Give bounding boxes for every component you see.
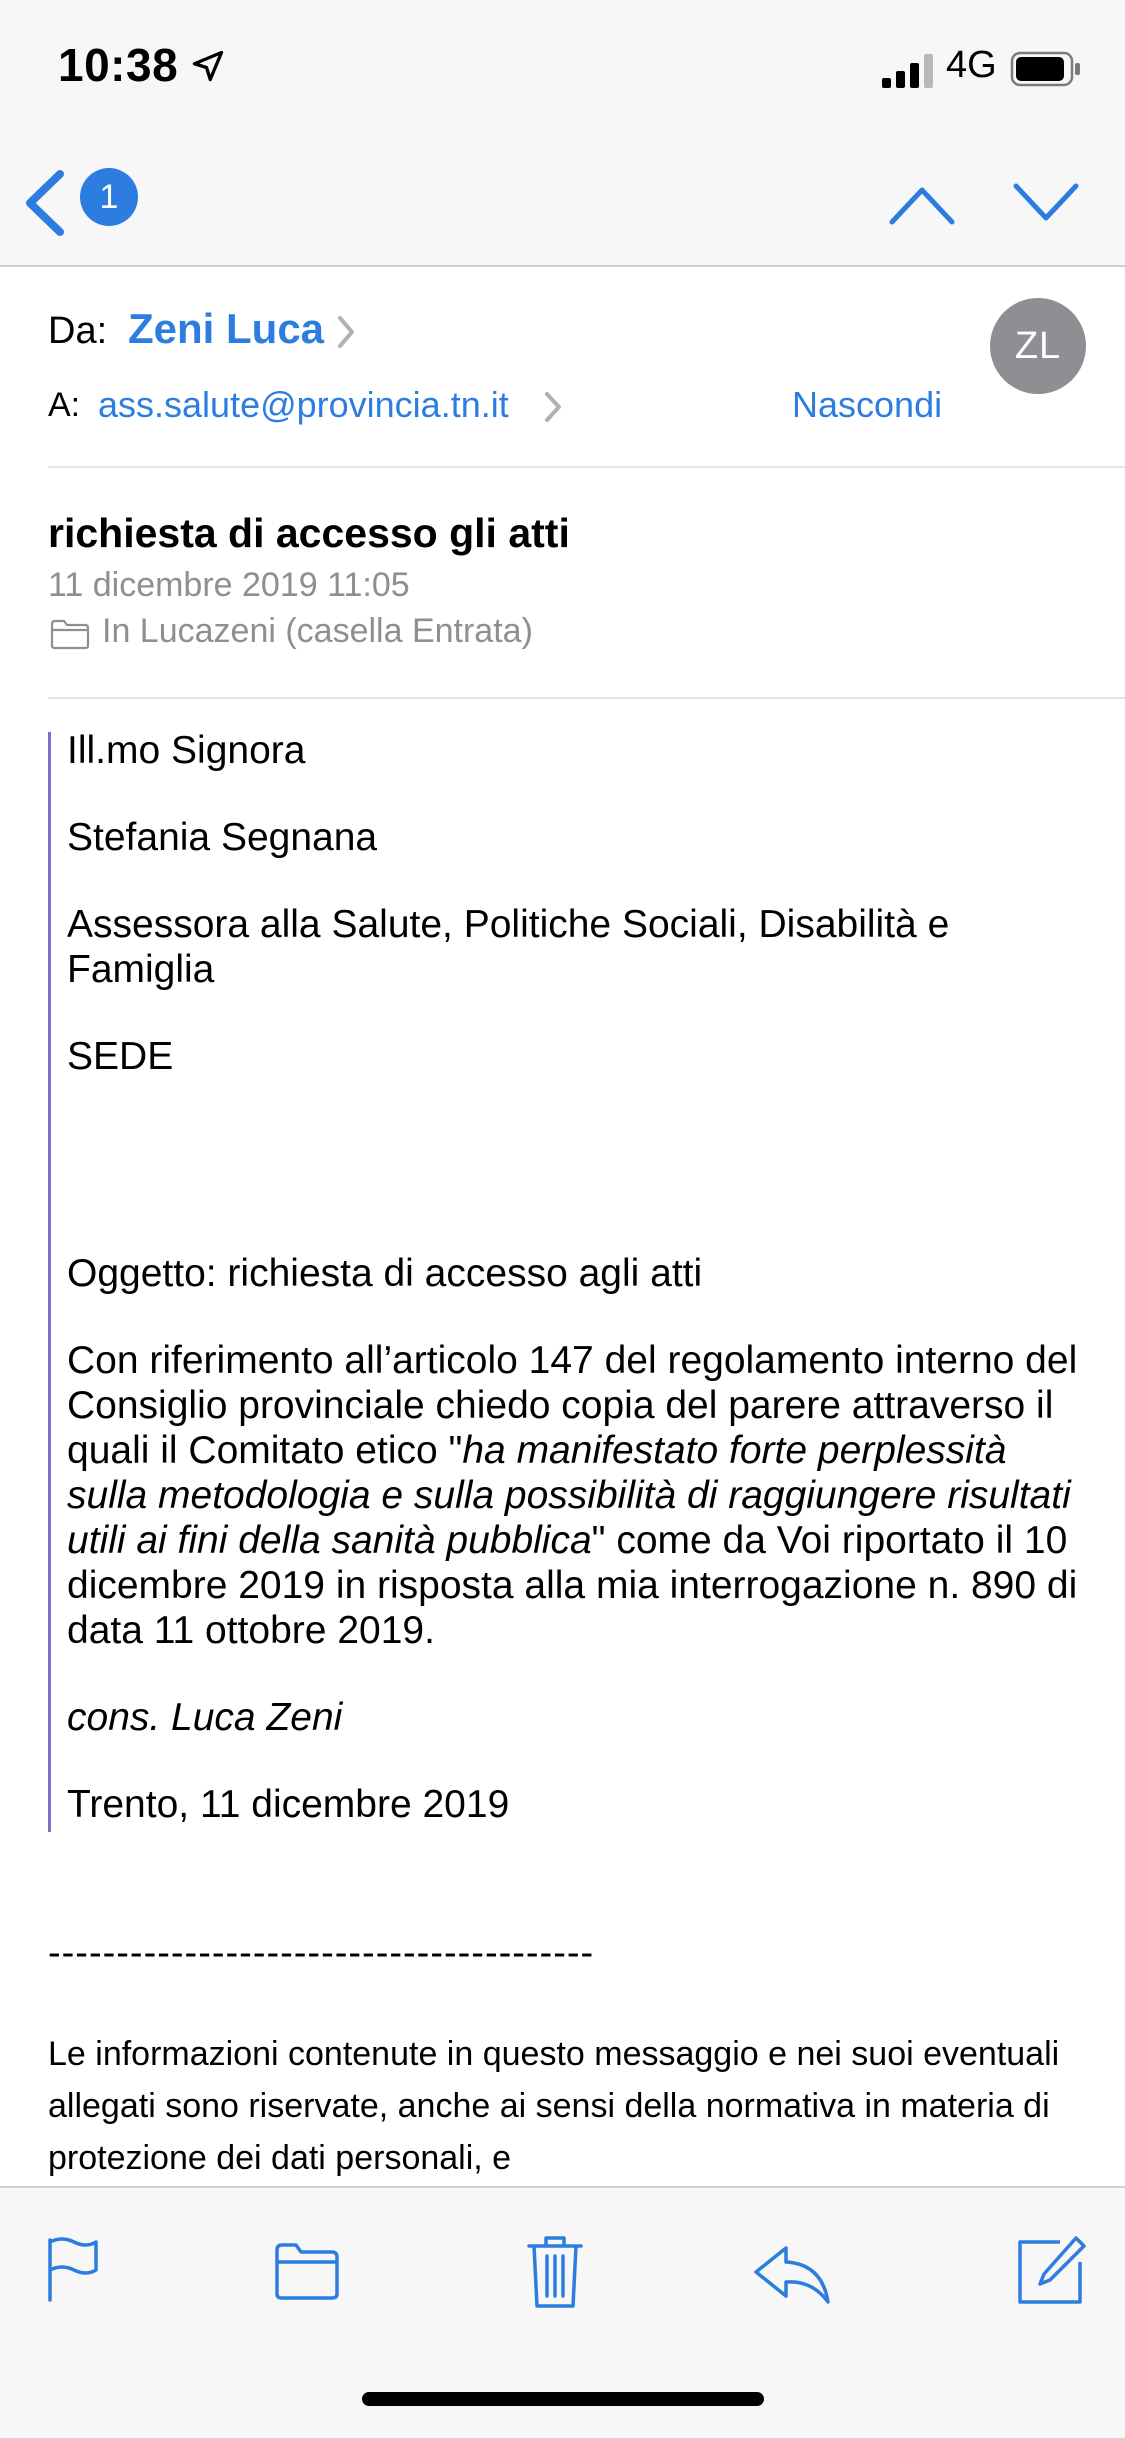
place-date: Trento, 11 dicembre 2019	[67, 1783, 510, 1826]
sender-name-link[interactable]: Zeni Luca	[128, 305, 325, 352]
signature: cons. Luca Zeni	[67, 1696, 343, 1739]
disclaimer-text: Le informazioni contenute in questo messaggio e nei suoi eventuali allegati sono riservate, anche ai sensi della normativa in materia di protezione dei dati personali, e	[48, 2035, 1060, 2177]
chevron-left-icon[interactable]	[20, 168, 70, 238]
status-bar	[0, 0, 1125, 140]
hide-details-button[interactable]: Nascondi	[792, 384, 943, 425]
compose-icon[interactable]	[1016, 2234, 1088, 2306]
message-subject: richiesta di accesso gli atti	[48, 510, 570, 556]
chevron-right-icon	[336, 314, 356, 350]
salutation: Ill.mo Signora	[67, 729, 306, 772]
chevron-up-icon[interactable]	[888, 178, 956, 228]
navigation-bar	[0, 140, 1125, 267]
location-line: SEDE	[67, 1035, 174, 1078]
message-body	[67, 728, 1087, 1869]
message-date: 11 dicembre 2019 11:05	[48, 566, 410, 604]
divider	[48, 466, 1125, 468]
signal-icon	[880, 52, 936, 88]
flag-icon[interactable]	[44, 2234, 102, 2304]
network-label: 4G	[946, 44, 997, 86]
battery-icon	[1010, 50, 1082, 88]
recipient-role: Assessora alla Salute, Politiche Sociali, Disabilità e Famiglia	[67, 903, 950, 991]
home-indicator[interactable]	[362, 2392, 764, 2406]
trash-icon[interactable]	[526, 2234, 584, 2310]
reply-icon[interactable]	[752, 2242, 832, 2306]
body-paragraph: Con riferimento all’articolo 147 del regolamento interno del Consiglio provinciale chiedo copia del parere attraverso il quali il Comitato etico "ha manifestato forte perplessità sulla metodologia e sulla possibilità di raggiungere risultati utili ai fini della sanità pubblica" come da Voi riportato il 10 dicembre 2019 in risposta alla mia interrogazione n. 890 di data 11 ottobre 2019.	[67, 1339, 1078, 1652]
quote-bar	[48, 732, 51, 1832]
unread-count-badge[interactable]: 1	[80, 168, 138, 226]
status-time: 10:38	[58, 39, 179, 91]
from-label: Da:	[48, 310, 108, 352]
subject-line: Oggetto: richiesta di accesso agli atti	[67, 1252, 703, 1295]
separator-line: ----------------------------------------	[48, 1932, 595, 1974]
divider	[48, 697, 1125, 699]
to-label: A:	[48, 386, 81, 424]
recipient-name: Stefania Segnana	[67, 816, 378, 859]
recipient-address-link[interactable]: ass.salute@provincia.tn.it	[98, 384, 509, 425]
chevron-right-icon	[544, 390, 562, 424]
folder-icon	[50, 618, 90, 650]
location-arrow-icon	[190, 48, 226, 84]
folder-icon[interactable]	[274, 2240, 340, 2302]
message-folder: In Lucazeni (casella Entrata)	[102, 612, 533, 650]
chevron-down-icon[interactable]	[1012, 178, 1080, 228]
quoted-text: ha manifestato forte perplessità sulla metodologia e sulla possibilità di raggiungere risultati utili ai fini della sanità pubblica	[67, 1429, 1071, 1562]
avatar[interactable]: ZL	[990, 298, 1086, 394]
